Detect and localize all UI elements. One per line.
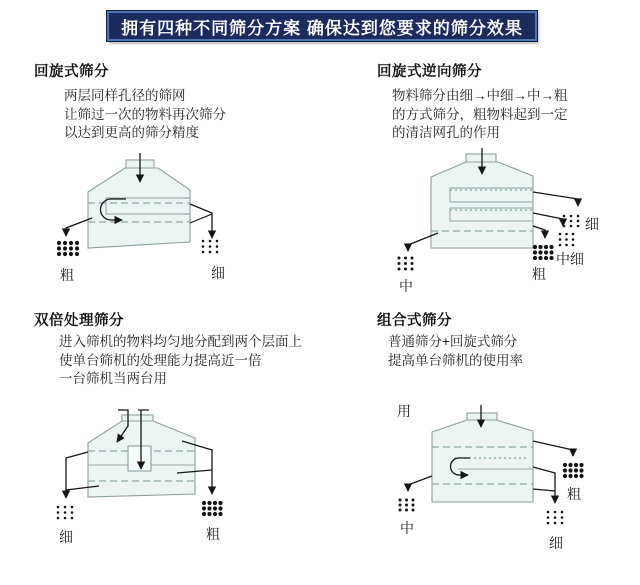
fine-output-line	[190, 214, 212, 223]
desc-line: 两层同样孔径的筛网	[64, 88, 186, 103]
medium-fine-dots-icon	[559, 233, 575, 247]
fine-output-arrow	[533, 192, 578, 206]
coarse-dots-icon	[202, 501, 223, 516]
medium-dots-icon	[398, 257, 414, 271]
section-heading-double: 双倍处理筛分	[34, 313, 124, 329]
desc-line: 物料筛分由细→中细→中→粗	[392, 88, 568, 103]
coarse-output-arrow	[533, 441, 573, 456]
combined-diagram	[378, 396, 640, 571]
desc-line: 使单台筛机的处理能力提高近一倍	[59, 352, 262, 368]
desc-line: 普通筛分+回旋式筛分	[388, 334, 518, 349]
coarse-dots-icon	[533, 245, 554, 260]
title-banner	[107, 11, 537, 41]
fine-label: 细	[59, 529, 73, 545]
medium-dots-icon	[399, 499, 415, 512]
fine-dots-icon	[57, 506, 74, 520]
rotary-diagram	[30, 152, 280, 302]
section-desc-double	[59, 333, 302, 389]
coarse-label: 粗	[60, 267, 74, 283]
fine-dots-icon	[202, 240, 219, 254]
section-desc-rotary	[64, 87, 226, 143]
coarse-label: 粗	[206, 526, 220, 542]
fine-label: 细	[585, 216, 599, 232]
section-heading-rotary: 回旋式筛分	[34, 64, 109, 80]
fine-dots-icon	[563, 215, 580, 228]
coarse-label: 粗	[532, 266, 546, 282]
machine-body	[432, 420, 533, 502]
desc-line: 进入筛机的物料均匀地分配到两个层面上	[59, 334, 302, 349]
stray-label: 用	[397, 403, 411, 419]
machine-body	[431, 162, 533, 248]
double-deck-diagram	[18, 406, 318, 556]
desc-line: 让筛过一次的物料再次筛分	[64, 106, 226, 122]
fine-label: 细	[549, 535, 563, 551]
desc-line: 的清洁网孔的作用	[392, 125, 500, 140]
section-desc-combined	[388, 333, 523, 370]
machine-body	[88, 168, 190, 248]
desc-line: 以达到更高的筛分精度	[64, 125, 199, 140]
desc-line: 一台筛机当两台用	[59, 371, 167, 386]
fine-output-line	[533, 489, 555, 491]
coarse-dots-icon	[57, 241, 79, 256]
medium-label: 中	[400, 520, 414, 536]
feed-splitter-box	[128, 446, 151, 471]
page-title: 拥有四种不同筛分方案 确保达到您要求的筛分效果	[121, 18, 523, 38]
medium-fine-output-arrow	[533, 213, 563, 226]
coarse-label: 粗	[567, 486, 581, 502]
section-desc-rotary-reverse	[392, 87, 568, 143]
rotary-reverse-diagram	[378, 148, 640, 302]
fine-output-arrow	[190, 204, 212, 238]
fine-output-arrow	[66, 452, 88, 498]
section-heading-combined: 组合式筛分	[377, 313, 452, 329]
medium-label: 中	[399, 278, 413, 294]
medium-fine-label: 中细	[556, 251, 584, 267]
fine-label: 细	[211, 265, 225, 281]
section-heading-rotary-reverse: 回旋式逆向筛分	[377, 64, 482, 80]
desc-line: 提高单台筛机的使用率	[388, 352, 523, 368]
coarse-dots-icon	[563, 463, 584, 478]
fine-dots-icon	[547, 511, 564, 525]
fine-output-arrow	[533, 467, 555, 503]
coarse-output-arrow	[533, 226, 545, 238]
medium-output-arrow	[408, 476, 432, 491]
desc-line: 的方式筛分，粗物料起到一定	[392, 106, 568, 122]
